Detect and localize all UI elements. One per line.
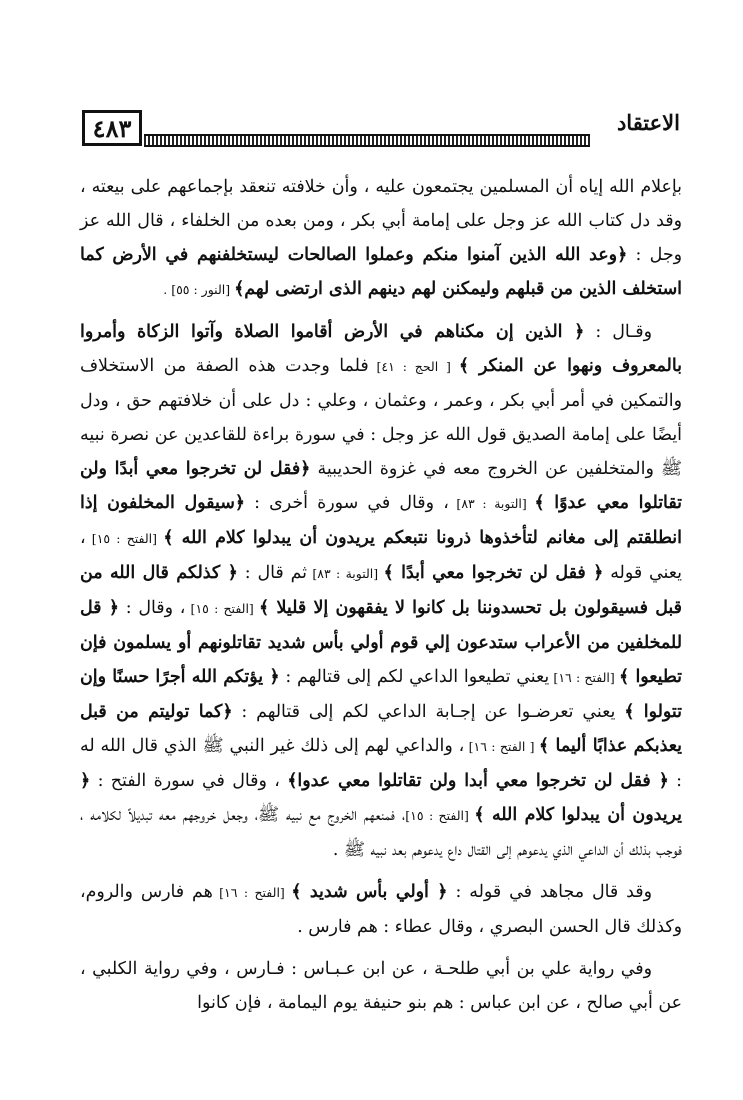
verse-reference: [ الفتح : ١٦] <box>464 739 539 754</box>
quran-verse: ﴿ يؤتكم الله أجرًا حسنًا وإن تتولوا ﴾ <box>80 667 682 722</box>
paragraph-text: ، والداعي لهم إلى ذلك غير النبي ﷺ الذي قال الله له : <box>80 736 682 791</box>
verse-reference: [الفتح : ١٥] <box>85 531 164 546</box>
paragraph-4 <box>80 952 682 1020</box>
paragraph-text: بإعلام الله إياه أن المسلمين يجتمعون عليه ، وأن خلافته تنعقد بإجماعهم على بيعته ، وقد دل كتاب الله عز وجل على إمامة أبي بكر ، ومن بعده من الخلفاء ، قال الله عز وجل : <box>80 177 682 265</box>
paragraph-text: ، وقال : <box>118 598 186 618</box>
verse-reference: [الفتح : ١٦] <box>549 670 619 685</box>
verse-reference: [الفتح : ١٦] <box>212 885 292 900</box>
quran-verse: ﴿ أولي بأس شديد ﴾ <box>291 882 448 902</box>
quran-verse: ﴿ قل للمخلفين من الأعراب ستدعون إلي قوم أولي بأس شديد تقاتلونهم أو يسلمون فإن تطيعوا ﴾ <box>80 598 683 687</box>
header-rule <box>144 134 590 147</box>
paragraph-text: ثم قال : <box>237 563 308 583</box>
paragraph-1 <box>80 170 682 307</box>
verse-reference: [النور : ٥٥] . <box>163 282 235 297</box>
paragraph-text: يعني تعرضـوا عن إجـابة الداعي لكم إلى قتالهم : <box>232 702 625 722</box>
quran-verse: ﴿ كذلكم قال الله من قبل فسيقولون بل تحسدوننا بل كانوا لا يفقهون إلا قليلا ﴾ <box>80 563 682 618</box>
paragraph-text: ، وقال في سورة أخرى : <box>244 493 449 513</box>
quran-verse: ﴿ فقل لن تخرجوا معي أبدًا ﴾ <box>383 563 604 583</box>
quran-verse: ﴿ الذين إن مكناهم في الأرض أقاموا الصلاة وآتوا الزكاة وأمروا بالمعروف ونهوا عن المنكر ﴾ <box>80 322 682 376</box>
paragraph-text: وقـال : <box>584 322 653 342</box>
verse-reference: [الفتح : ١٥] <box>185 601 260 616</box>
paragraph-text: ، فمنعهم الخروج مع نبيه ﷺ، وجعل خروجهم معه تبديلاً لكلامه ، فوجب بذلك أن الداعي الذي يدعوهم إلى القتال داع يدعوهم بعد نبيه ﷺ . <box>80 805 682 860</box>
paragraph-text: وقد قال مجاهد في قوله : <box>447 882 652 902</box>
paragraph-text: هم فارس والروم، وكذلك قال الحسن البصري ، وقال عطاء : هم فارس . <box>80 882 682 937</box>
running-title: الاعتقاد <box>616 110 680 135</box>
paragraph-2 <box>80 315 682 867</box>
quran-verse: ﴿ يريدون أن يبدلوا كلام الله ﴾ <box>80 771 682 825</box>
quran-verse: ﴿سيقول المخلفون إذا انطلقتم إلى مغانم لتأخذوها ذرونا نتبعكم يريدون أن يبدلوا كلام الله ﴾ <box>80 493 682 548</box>
page-number: ٤٨٣ <box>92 113 132 143</box>
paragraph-text: وفي رواية علي بن أبي طلحـة ، عن ابن عـبـاس : فـارس ، وفي رواية الكلبي ، عن أبي صالح ، عن ابن عباس : هم بنو حنيفة يوم اليمامة ، فإن كانوا <box>80 959 682 1013</box>
quran-verse: ﴿فقل لن تخرجوا معي أبدًا ولن تقاتلوا معي عدوًا ﴾ <box>80 459 682 513</box>
quran-verse: ﴿وعد الله الذين آمنوا منكم وعملوا الصالحات ليستخلفنهم في الأرض كما استخلف الذين من قبلهم وليمكنن لهم دينهم الذى ارتضى لهم﴾ <box>80 245 682 299</box>
quran-verse: ﴿ فقل لن تخرجوا معي أبدا ولن تقاتلوا معي عدوا﴾ <box>287 771 669 791</box>
paragraph-text: ، وقال في سورة الفتح : <box>90 771 288 791</box>
paragraph-text: ، يعني قوله <box>80 528 683 583</box>
paragraph-text: يعني تطيعوا الداعي لكم إلى قتالهم : <box>279 667 550 687</box>
verse-reference: [الفتح : ١٥] <box>405 808 475 823</box>
page-header <box>82 92 680 152</box>
page-number-box <box>82 110 142 146</box>
page-body <box>80 170 682 1026</box>
verse-reference: [التوبة : ٨٣] <box>448 496 535 511</box>
verse-reference: [التوبة : ٨٣] <box>307 566 384 581</box>
verse-reference: [ الحج : ٤١] <box>368 359 459 374</box>
quran-verse: ﴿كما توليتم من قبل يعذبكم عذابًا أليما ﴾ <box>80 702 682 756</box>
paragraph-text: فلما وجدت هذه الصفة من الاستخلاف والتمكين في أمر أبي بكر ، وعمر ، وعثمان ، وعلي : دل على أن خلافتهم حق ، ودل أيضًا على إمامة الصديق قول الله عز وجل : في سورة براءة للقاعدين عن نصرة نبيه ﷺ والمتخلفين عن الخروج معه في غزوة الحديبية <box>80 356 682 479</box>
paragraph-3 <box>80 875 682 944</box>
